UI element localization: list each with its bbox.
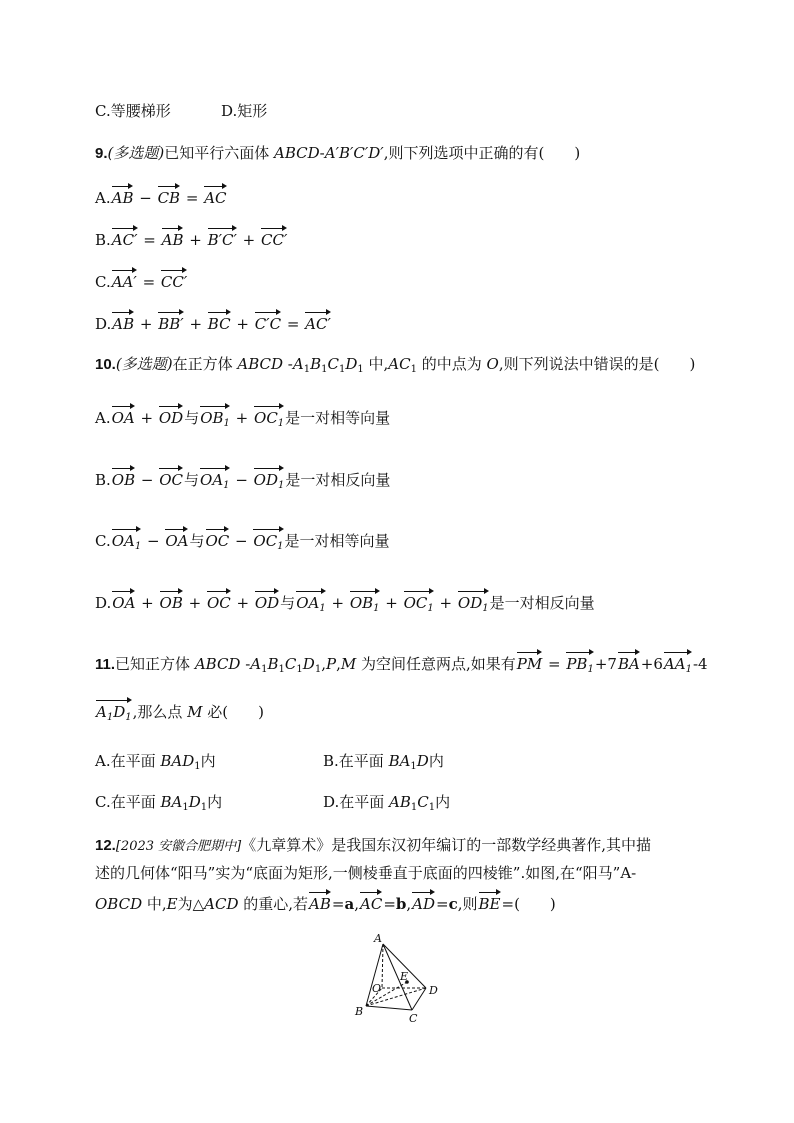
q10-option-b: B.OB − OC与$OA_1 - OD_1$是一对相反向量 — [95, 467, 390, 496]
question-source: [2023 安徽合肥期中] — [115, 839, 242, 854]
q10-option-c: $C.OA_1$ − OA与OC − $OC_1$是一对相等向量 — [95, 528, 390, 557]
question-number: 10. — [95, 356, 116, 373]
q11-option-d: D.在平面 $AB_1C_1$内 — [323, 793, 451, 813]
q12-stem-line2: 述的几何体“阳马”实为“底面为矩形,一侧棱垂直于底面的四棱锥”.如图,在“阳马”A- — [95, 864, 637, 882]
label-o: O — [372, 982, 382, 995]
q10-option-d: D.OA + OB + OC + OD与$OA_1 + OB_1 + OC_1 + OD_1$是一对相反向量 — [95, 590, 595, 619]
q11-stem-line2: $A_1D_1$,那么点 M 必( ) — [95, 699, 264, 728]
q11-option-b: B.在平面 $BA_1D$内 — [323, 752, 444, 772]
q8-option-d: D.矩形 — [221, 102, 268, 120]
label-e: E — [400, 970, 409, 983]
question-tag: (多选题) — [115, 355, 173, 373]
question-number: 12. — [95, 837, 116, 854]
q10-option-a: A.OA + OD与$OB_1 + OC_1$是一对相等向量 — [95, 405, 390, 434]
q9-option-a: A.AB − CB = AC — [95, 185, 228, 208]
label-c: C — [409, 1012, 418, 1025]
q9-option-c: C.AA′ = CC′ — [95, 269, 188, 292]
q12-text-1: 《九章算术》是我国东汉初年编订的一部数学经典著作,其中描 — [241, 836, 652, 854]
q11-option-c: C.在平面 $BA_1D_1$内 — [95, 793, 223, 813]
q11-option-a: A.在平面 $BAD_1$内 — [95, 752, 216, 772]
label-b: B — [355, 1005, 364, 1018]
q12-stem-line3: OBCD 中,E为△ACD 的重心,若AB=a,AC=b,AD=c,则BE=( ) — [95, 891, 556, 914]
question-number: 11. — [95, 656, 116, 673]
label-d: D — [429, 984, 438, 997]
q9-option-b: B.AC′ = AB + B′C′ + CC′ — [95, 227, 288, 250]
edge-bc — [366, 1006, 412, 1010]
label-a: A — [374, 932, 382, 945]
question-number: 9. — [95, 145, 108, 162]
q12-stem-line1 — [95, 835, 651, 857]
q10-stem: 10.(多选题)在正方体 ABCD $-A_1B_1C_1D_1$ 中$,AC_1$ 的中点为 O,则下列说法中错误的是( ) — [95, 355, 696, 375]
q11-stem-line1: 11.已知正方体 ABCD $-A_1B_1C_1D_1,P,M$ 为空间任意两点,如果有PM = $PB_1+7BA+6AA_1-4$ — [95, 651, 708, 680]
question-tag: (多选题) — [107, 144, 165, 162]
pyramid-figure — [350, 930, 450, 1025]
q8-option-c: C.等腰梯形 — [95, 102, 171, 120]
q9-stem: 9.(多选题)已知平行六面体 ABCD-A′B′C′D′,则下列选项中正确的有( ) — [95, 144, 581, 162]
q9-option-d: D.AB + BB′ + BC + C′C = AC′ — [95, 311, 332, 334]
edge-ao — [382, 944, 383, 988]
